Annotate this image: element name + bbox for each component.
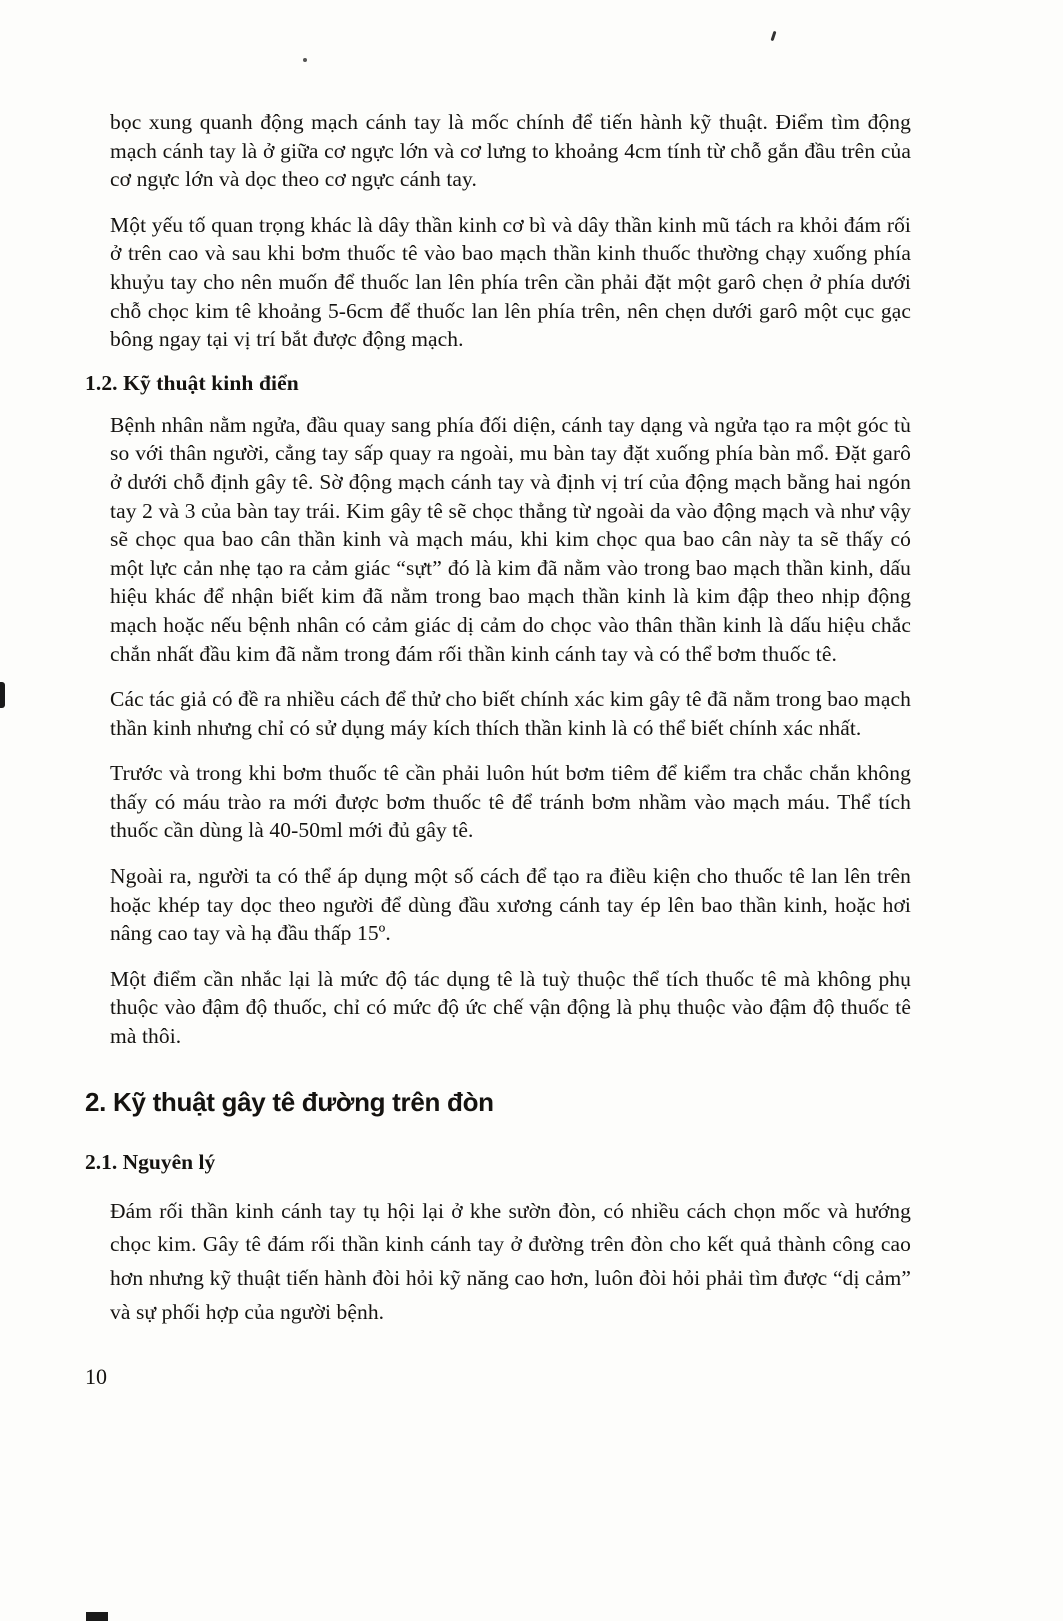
- text-column: [85, 108, 911, 1347]
- paragraph-principle: Đám rối thần kinh cánh tay tụ hội lại ở khe sườn đòn, có nhiều cách chọn mốc và hướng chọc kim. Gây tê đám rối thần kinh cánh tay ở đường trên đòn cho kết quả thành công cao hơn nhưng kỹ thuật tiến hành đòi hỏi kỹ năng cao hơn, luôn đòi hỏi phải tìm được “dị cảm” và sự phối hợp của người bệnh.: [110, 1198, 911, 1324]
- paragraph-authors-methods: Các tác giả có đề ra nhiều cách để thử cho biết chính xác kim gây tê đã nằm trong bao mạch thần kinh nhưng chỉ có sử dụng máy kích thích thần kinh là có thể biết chính xác nhất.: [110, 687, 911, 740]
- paragraph-spread-conditions: Ngoài ra, người ta có thể áp dụng một số cách để tạo ra điều kiện cho thuốc tê lan lên trên hoặc khép tay dọc theo người để dùng đầu xương cánh tay ép lên bao thần kinh, hoặc hơi nâng cao tay và hạ đầu thấp 15º.: [110, 864, 911, 946]
- paragraph-important-note: Một yếu tố quan trọng khác là dây thần kinh cơ bì và dây thần kinh mũ tách ra khỏi đám rối ở trên cao và sau khi bơm thuốc tê vào bao mạch thần kinh thuốc thường chạy xuống phía khuỷu tay cho nên muốn để thuốc lan lên phía trên cần phải đặt một garô chẹn ở phía dưới chỗ chọc kim tê khoảng 5-6cm để thuốc lan lên phía trên, nên chẹn dưới garô một cục gạc bông ngay tại vị trí bắt được động mạch.: [110, 212, 911, 352]
- section-heading-2: 2. Kỹ thuật gây tê đường trên đòn: [85, 1086, 494, 1117]
- section-heading-2-1: 2.1. Nguyên lý: [85, 1149, 216, 1174]
- paragraph-classic-technique: Bệnh nhân nằm ngửa, đầu quay sang phía đối diện, cánh tay dạng và ngửa tạo ra một góc tù so với thân người, cẳng tay sấp quay ra ngoài, mu bàn tay đặt xuống phía bàn mổ. Đặt garô ở dưới chỗ định gây tê. Sờ động mạch cánh tay và định vị trí của động mạch bằng hai ngón tay 2 và 3 của bàn tay trái. Kim gây tê sẽ chọc thẳng từ ngoài da vào động mạch và như vậy sẽ chọc qua bao cân thần kinh và mạch máu, khi kim chọc qua bao cân này ta sẽ thấy có một lực cản nhẹ tạo ra cảm giác “sựt” đó là kim đã nằm vào trong bao mạch thần kinh, dấu hiệu khác để nhận biết kim đã nằm trong bao mạch thần kinh là kim đập theo nhịp động mạch hoặc nếu bệnh nhân có cảm giác dị cảm do chọc vào thân thần kinh là dấu hiệu chắc chắn nhất đầu kim đã nằm trong đám rối thần kinh cánh tay và có thể bơm thuốc tê.: [110, 412, 911, 666]
- scan-artifact-dot: [303, 58, 307, 62]
- scan-artifact-mark: [771, 31, 777, 41]
- section-heading-1-2: 1.2. Kỹ thuật kinh điển: [85, 370, 299, 395]
- paragraph-aspiration-check: Trước và trong khi bơm thuốc tê cần phải luôn hút bơm tiêm để kiểm tra chắc chắn không thấy có máu trào ra mới được bơm thuốc tê để tránh bơm nhầm vào mạch máu. Thể tích thuốc cần dùng là 40-50ml mới đủ gây tê.: [110, 761, 911, 843]
- scan-artifact-edge: [0, 682, 5, 708]
- page-number: 10: [85, 1364, 107, 1389]
- paragraph-volume-reminder: Một điểm cần nhắc lại là mức độ tác dụng tê là tuỳ thuộc thể tích thuốc tê mà không phụ thuộc vào đậm độ thuốc, chỉ có mức độ ức chế vận động là phụ thuộc vào đậm độ thuốc tê mà thôi.: [110, 966, 911, 1049]
- paragraph-intro-continuation: bọc xung quanh động mạch cánh tay là mốc chính để tiến hành kỹ thuật. Điểm tìm động mạch cánh tay là ở giữa cơ ngực lớn và cơ lưng to khoảng 4cm tính từ chỗ gắn đầu trên của cơ ngực lớn và dọc theo cơ ngực cánh tay.: [110, 110, 911, 192]
- scan-artifact-bottom: [86, 1612, 108, 1621]
